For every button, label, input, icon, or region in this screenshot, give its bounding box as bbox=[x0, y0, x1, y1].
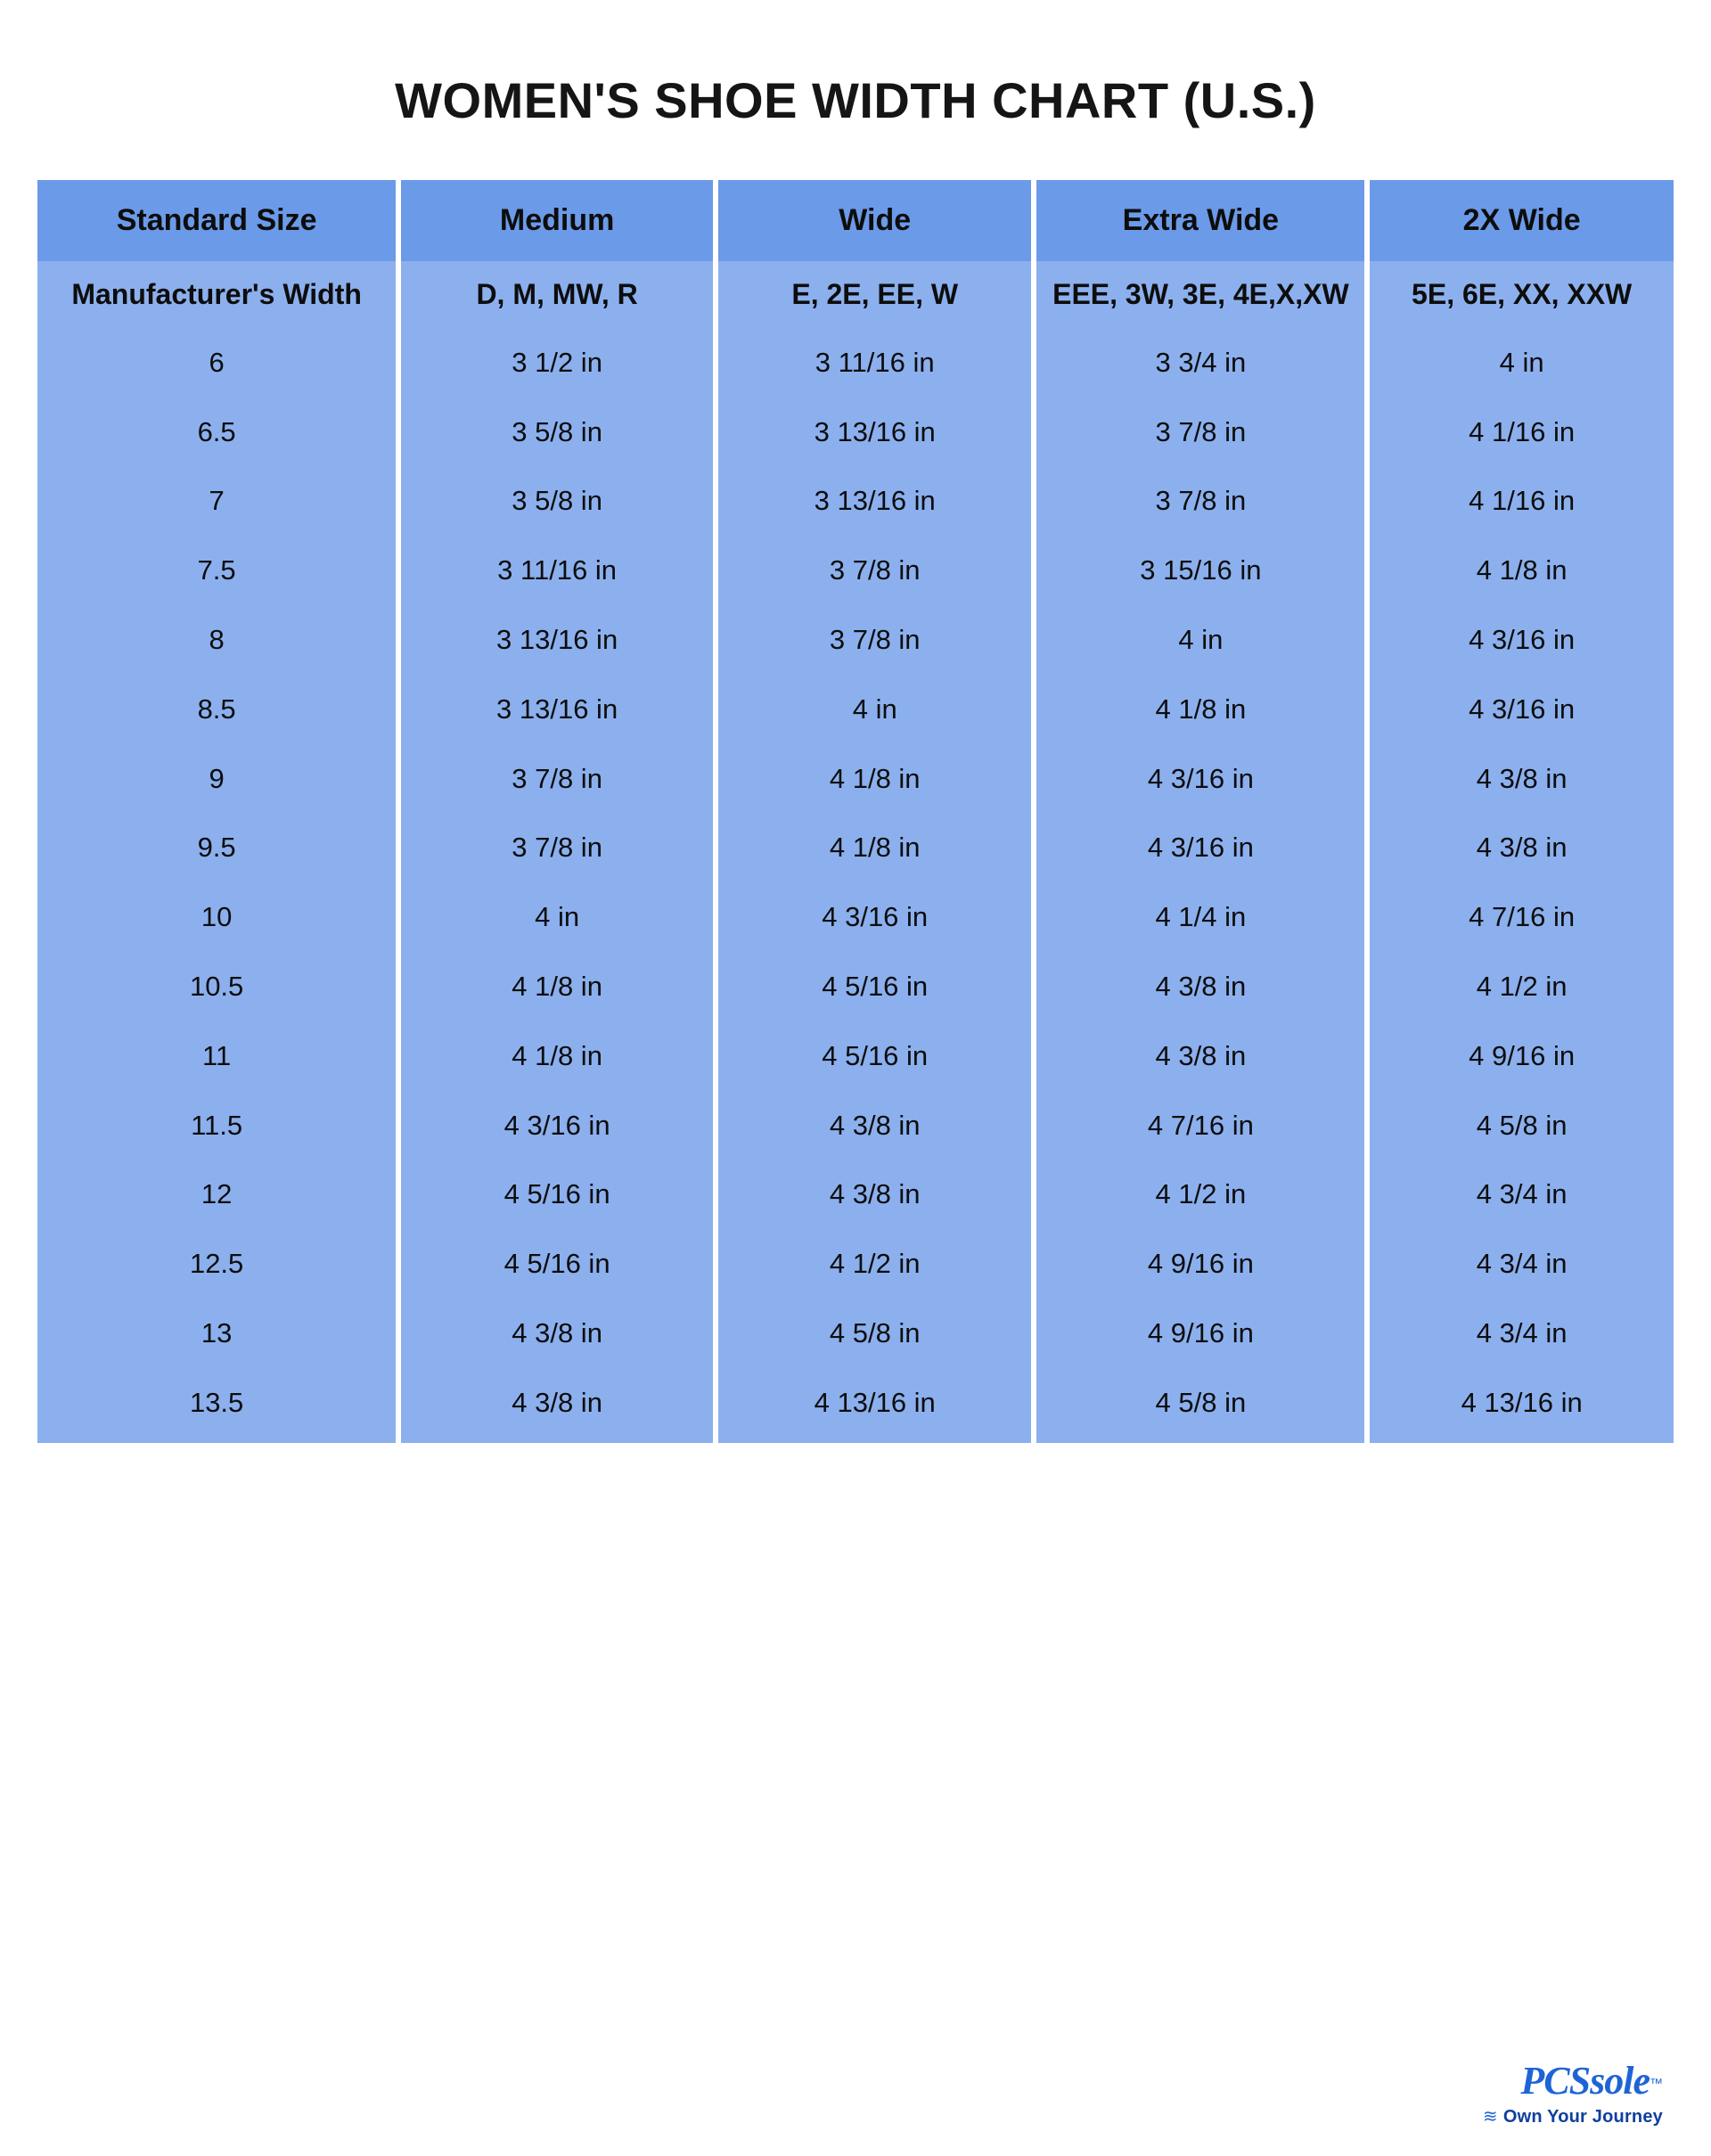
cell-medium: 4 in bbox=[401, 882, 713, 952]
cell-size: 6.5 bbox=[37, 398, 396, 467]
cell-size: 10.5 bbox=[37, 952, 396, 1021]
cell-size: 11.5 bbox=[37, 1091, 396, 1160]
table-row bbox=[37, 952, 1674, 1021]
brand-name-primary: PCS bbox=[1520, 2059, 1591, 2103]
cell-wide: 4 5/8 in bbox=[718, 1299, 1032, 1368]
cell-medium: 3 13/16 in bbox=[401, 605, 713, 675]
table-row bbox=[37, 605, 1674, 675]
cell-medium: 4 3/8 in bbox=[401, 1299, 713, 1368]
cell-extra-wide: 4 in bbox=[1036, 605, 1364, 675]
brand-logo-block bbox=[1482, 2059, 1663, 2127]
cell-2x-wide: 4 3/8 in bbox=[1370, 813, 1674, 882]
cell-extra-wide: 4 3/16 in bbox=[1036, 813, 1364, 882]
cell-extra-wide: 4 1/8 in bbox=[1036, 675, 1364, 744]
cell-size: 11 bbox=[37, 1021, 396, 1091]
cell-2x-wide: 4 13/16 in bbox=[1370, 1368, 1674, 1443]
cell-size: 6 bbox=[37, 328, 396, 398]
cell-2x-wide: 4 3/8 in bbox=[1370, 744, 1674, 814]
cell-medium: 3 5/8 in bbox=[401, 398, 713, 467]
cell-wide: 4 1/8 in bbox=[718, 744, 1032, 814]
cell-2x-wide: 4 3/4 in bbox=[1370, 1299, 1674, 1368]
brand-tagline-row bbox=[1483, 2108, 1663, 2126]
cell-wide: 4 1/2 in bbox=[718, 1229, 1032, 1299]
cell-2x-wide: 4 3/4 in bbox=[1370, 1160, 1674, 1229]
cell-size: 7.5 bbox=[37, 536, 396, 605]
cell-medium: 3 13/16 in bbox=[401, 675, 713, 744]
cell-medium: 4 5/16 in bbox=[401, 1229, 713, 1299]
cell-medium: 3 7/8 in bbox=[401, 744, 713, 814]
table-row bbox=[37, 536, 1674, 605]
page-title: WOMEN'S SHOE WIDTH CHART (U.S.) bbox=[395, 72, 1316, 128]
cell-medium: 4 3/16 in bbox=[401, 1091, 713, 1160]
cell-extra-wide: 3 3/4 in bbox=[1036, 328, 1364, 398]
manufacturer-width-2x-wide: 5E, 6E, XX, XXW bbox=[1370, 261, 1674, 328]
cell-2x-wide: 4 3/4 in bbox=[1370, 1229, 1674, 1299]
cell-size: 9 bbox=[37, 744, 396, 814]
cell-size: 12.5 bbox=[37, 1229, 396, 1299]
cell-extra-wide: 4 3/8 in bbox=[1036, 1021, 1364, 1091]
table-row bbox=[37, 744, 1674, 814]
cell-size: 13.5 bbox=[37, 1368, 396, 1443]
table-header-row bbox=[37, 180, 1674, 261]
width-chart-table bbox=[32, 180, 1679, 1443]
cell-wide: 3 7/8 in bbox=[718, 605, 1032, 675]
wave-icon: ≋ bbox=[1482, 2107, 1498, 2127]
cell-extra-wide: 4 9/16 in bbox=[1036, 1229, 1364, 1299]
brand-name-secondary: sole bbox=[1590, 2059, 1650, 2103]
cell-medium: 3 5/8 in bbox=[401, 466, 713, 536]
cell-extra-wide: 4 3/8 in bbox=[1036, 952, 1364, 1021]
cell-extra-wide: 4 9/16 in bbox=[1036, 1299, 1364, 1368]
cell-extra-wide: 4 1/4 in bbox=[1036, 882, 1364, 952]
cell-extra-wide: 3 7/8 in bbox=[1036, 398, 1364, 467]
cell-wide: 3 11/16 in bbox=[718, 328, 1032, 398]
table-row bbox=[37, 1368, 1674, 1443]
column-header-standard-size: Standard Size bbox=[37, 180, 396, 261]
brand-wordmark bbox=[1483, 2059, 1663, 2103]
cell-wide: 3 13/16 in bbox=[718, 466, 1032, 536]
cell-2x-wide: 4 3/16 in bbox=[1370, 605, 1674, 675]
trademark-symbol: ™ bbox=[1650, 2076, 1663, 2092]
cell-2x-wide: 4 1/2 in bbox=[1370, 952, 1674, 1021]
cell-wide: 4 5/16 in bbox=[718, 1021, 1032, 1091]
cell-medium: 4 1/8 in bbox=[401, 952, 713, 1021]
cell-extra-wide: 3 7/8 in bbox=[1036, 466, 1364, 536]
cell-wide: 3 13/16 in bbox=[718, 398, 1032, 467]
cell-wide: 3 7/8 in bbox=[718, 536, 1032, 605]
cell-2x-wide: 4 1/8 in bbox=[1370, 536, 1674, 605]
cell-medium: 3 11/16 in bbox=[401, 536, 713, 605]
cell-medium: 4 3/8 in bbox=[401, 1368, 713, 1443]
cell-wide: 4 1/8 in bbox=[718, 813, 1032, 882]
table-row bbox=[37, 1229, 1674, 1299]
column-header-medium: Medium bbox=[401, 180, 713, 261]
table-row bbox=[37, 1021, 1674, 1091]
brand-tagline: Own Your Journey bbox=[1502, 2107, 1663, 2127]
cell-size: 10 bbox=[37, 882, 396, 952]
table-body bbox=[37, 261, 1674, 1443]
cell-2x-wide: 4 1/16 in bbox=[1370, 398, 1674, 467]
manufacturer-width-label: Manufacturer's Width bbox=[37, 261, 396, 328]
table-row bbox=[37, 813, 1674, 882]
cell-2x-wide: 4 1/16 in bbox=[1370, 466, 1674, 536]
column-header-extra-wide: Extra Wide bbox=[1036, 180, 1364, 261]
table-row bbox=[37, 398, 1674, 467]
table-row bbox=[37, 466, 1674, 536]
cell-wide: 4 3/8 in bbox=[718, 1091, 1032, 1160]
manufacturer-width-extra-wide: EEE, 3W, 3E, 4E,X,XW bbox=[1036, 261, 1364, 328]
cell-medium: 4 5/16 in bbox=[401, 1160, 713, 1229]
cell-size: 9.5 bbox=[37, 813, 396, 882]
cell-2x-wide: 4 3/16 in bbox=[1370, 675, 1674, 744]
cell-size: 8 bbox=[37, 605, 396, 675]
cell-extra-wide: 3 15/16 in bbox=[1036, 536, 1364, 605]
table-row bbox=[37, 328, 1674, 398]
cell-size: 7 bbox=[37, 466, 396, 536]
cell-extra-wide: 4 5/8 in bbox=[1036, 1368, 1364, 1443]
table-row bbox=[37, 1091, 1674, 1160]
cell-wide: 4 5/16 in bbox=[718, 952, 1032, 1021]
table-row bbox=[37, 1160, 1674, 1229]
cell-2x-wide: 4 9/16 in bbox=[1370, 1021, 1674, 1091]
cell-medium: 3 7/8 in bbox=[401, 813, 713, 882]
cell-extra-wide: 4 1/2 in bbox=[1036, 1160, 1364, 1229]
cell-wide: 4 3/8 in bbox=[718, 1160, 1032, 1229]
cell-2x-wide: 4 5/8 in bbox=[1370, 1091, 1674, 1160]
cell-extra-wide: 4 3/16 in bbox=[1036, 744, 1364, 814]
column-header-2x-wide: 2X Wide bbox=[1370, 180, 1674, 261]
manufacturer-width-medium: D, M, MW, R bbox=[401, 261, 713, 328]
table-header bbox=[37, 180, 1674, 261]
cell-wide: 4 3/16 in bbox=[718, 882, 1032, 952]
table-row bbox=[37, 1299, 1674, 1368]
table-row-manufacturer-width bbox=[37, 261, 1674, 328]
table-row bbox=[37, 675, 1674, 744]
cell-size: 13 bbox=[37, 1299, 396, 1368]
cell-wide: 4 13/16 in bbox=[718, 1368, 1032, 1443]
table-row bbox=[37, 882, 1674, 952]
cell-wide: 4 in bbox=[718, 675, 1032, 744]
chart-table-container bbox=[32, 180, 1679, 1443]
cell-extra-wide: 4 7/16 in bbox=[1036, 1091, 1364, 1160]
cell-medium: 4 1/8 in bbox=[401, 1021, 713, 1091]
manufacturer-width-wide: E, 2E, EE, W bbox=[718, 261, 1032, 328]
cell-size: 8.5 bbox=[37, 675, 396, 744]
column-header-wide: Wide bbox=[718, 180, 1032, 261]
cell-2x-wide: 4 7/16 in bbox=[1370, 882, 1674, 952]
cell-medium: 3 1/2 in bbox=[401, 328, 713, 398]
cell-size: 12 bbox=[37, 1160, 396, 1229]
cell-2x-wide: 4 in bbox=[1370, 328, 1674, 398]
